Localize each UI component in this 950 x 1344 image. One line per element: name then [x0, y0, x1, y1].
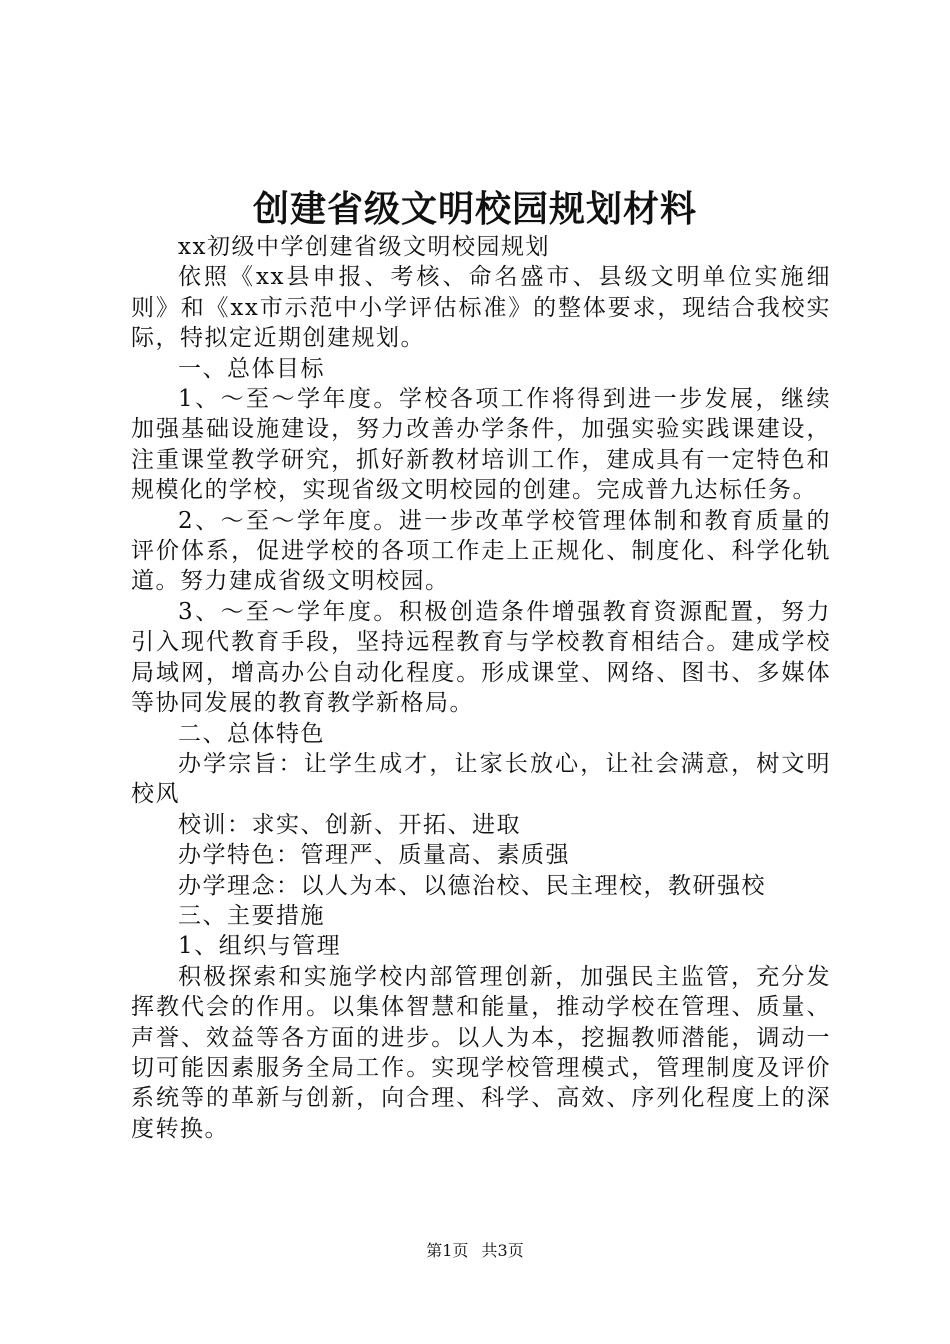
page-count: 共3页: [481, 1241, 524, 1260]
paragraph-subtitle: xx初级中学创建省级文明校园规划: [178, 234, 550, 260]
paragraph-organization: 积极探索和实施学校内部管理创新，加强民主监管，充分发挥教代会的作用。以集体智慧和能量，推动学校在管理、质量、声誉、效益等各方面的进步。以人为本，挖掘教师潜能，调动一切可能因素服务全局工作。实现学校管理模式，管理制度及评价系统等的革新与创新，向合理、科学、高效、序列化程度上的深度转换。: [131, 963, 831, 1142]
section-heading-goals: 一、总体目标: [178, 355, 325, 382]
paragraph-intro: 依照《xx县申报、考核、命名盛市、县级文明单位实施细则》和《xx市示范中小学评估标准》的整体要求，现结合我校实际，特拟定近期创建规划。: [131, 264, 831, 352]
paragraph-goal-3: 3、～至～学年度。积极创造条件增强教育资源配置，努力引入现代教育手段，坚持远程教育与学校教育相结合。建成学校局域网，增高办公自动化程度。形成课堂、网络、图书、多媒体等协同发展的教育教学新格局。: [131, 598, 831, 717]
document-title: 创建省级文明校园规划材料: [252, 188, 697, 230]
paragraph-school-motto: 校训：求实、创新、开拓、进取: [178, 811, 521, 838]
paragraph-school-feature: 办学特色：管理严、质量高、素质强: [178, 842, 570, 869]
paragraph-goal-2: 2、～至～学年度。进一步改革学校管理体制和教育质量的评价体系，促进学校的各项工作走上正规化、制度化、科学化轨道。努力建成省级文明校园。: [131, 507, 831, 595]
document-body: [131, 232, 831, 1144]
paragraph-school-philosophy: 办学理念：以人为本、以德治校、民主理校，教研强校: [178, 872, 766, 899]
page-footer: [0, 1240, 950, 1262]
paragraph-school-aim: 办学宗旨：让学生成才，让家长放心，让社会满意，树文明校风: [131, 750, 831, 808]
section-heading-features: 二、总体特色: [178, 720, 325, 747]
page-number: 第1页: [426, 1241, 469, 1260]
paragraph-goal-1: 1、～至～学年度。学校各项工作将得到进一步发展，继续加强基础设施建设，努力改善办学条件，加强实验实践课建设，注重课堂教学研究，抓好新教材培训工作，建成具有一定特色和规模化的学校，实现省级文明校园的创建。完成普九达标任务。: [131, 386, 831, 504]
subsection-heading-organization: 1、组织与管理: [178, 933, 342, 960]
section-heading-measures: 三、主要措施: [178, 902, 325, 929]
